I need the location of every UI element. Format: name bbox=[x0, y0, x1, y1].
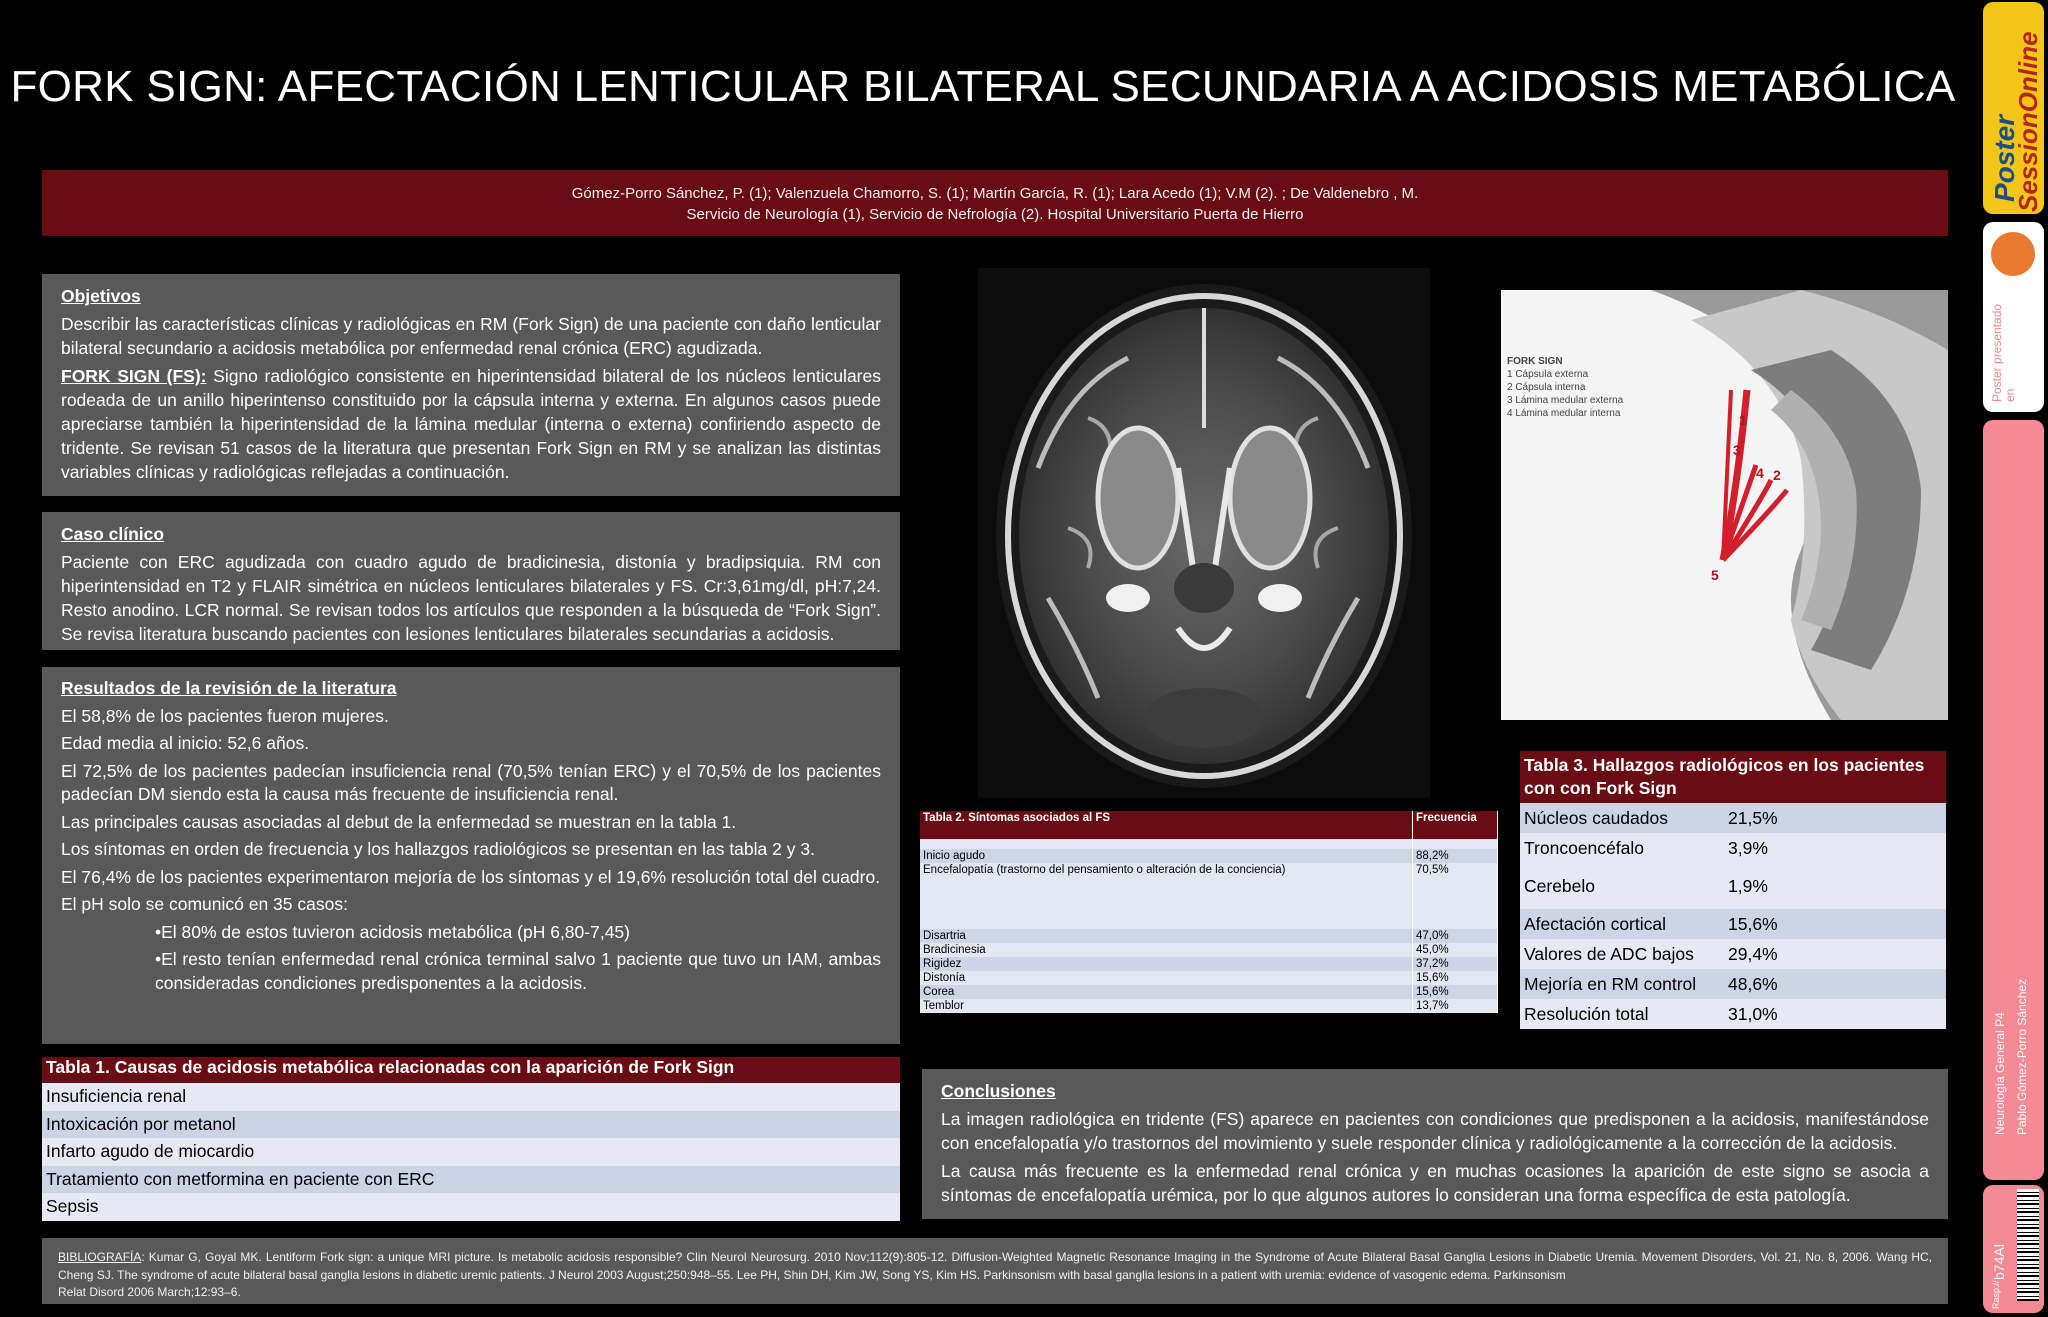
author-affiliation: Servicio de Neurología (1), Servicio de Nefrología (2). Hospital Universitario Puerta de Hierro bbox=[686, 206, 1304, 223]
diagram-legend-item: 4 Lámina medular interna bbox=[1507, 408, 1621, 419]
table-row: Insuficiencia renal bbox=[42, 1083, 900, 1111]
resultados-box bbox=[42, 667, 900, 1044]
presented-text: Poster presentado en bbox=[1990, 303, 2017, 402]
bibliografia-box bbox=[42, 1238, 1948, 1304]
sidebar-author: Pablo Gómez-Porro Sánchez bbox=[2015, 978, 2029, 1135]
resultado-item: Las principales causas asociadas al debut de la enfermedad se muestran en la tabla 1. bbox=[61, 811, 737, 832]
diagram-heading: FORK SIGN bbox=[1507, 356, 1563, 367]
society-logo-icon bbox=[1991, 232, 2035, 276]
finding-cell: Mejoría en RM control bbox=[1520, 969, 1724, 999]
brand-poster: Poster bbox=[1989, 114, 2020, 202]
table-row bbox=[1520, 833, 1946, 863]
resultado-item: El 72,5% de los pacientes padecían insuficiencia renal (70,5% tenían ERC) y el 70,5% de los pacientes padecían DM siendo esta la causa más frecuente de insuficiencia renal. bbox=[61, 760, 881, 804]
table-row: Tratamiento con metformina en paciente con ERC bbox=[42, 1166, 900, 1194]
frequency-cell: 15,6% bbox=[1413, 971, 1498, 985]
forksign-diagram bbox=[1501, 290, 1948, 720]
diagram-label-3: 3 bbox=[1733, 442, 1741, 458]
caso-text: Paciente con ERC agudizada con cuadro agudo de bradicinesia, distonía y bradipsiquia. RM con hiperintensidad en T2 y FLAIR simétrica en núcleos lenticulares bilaterales y FS. Cr:3,61mg/dl, pH:7,24. Resto anodino. LCR normal. Se revisan todos los artículos que responden a la búsqueda de “Fork Sign”. Se revisa literatura buscando pacientes con lesiones lenticulares bilaterales secundarias a acidosis. bbox=[61, 552, 881, 644]
table-row bbox=[1520, 803, 1946, 833]
finding-cell: Afectación cortical bbox=[1520, 909, 1724, 939]
forksign-text: Signo radiológico consistente en hiperintensidad bilateral de los núcleos lenticulares rodeada de un anillo hiperintenso constituido por la cápsula interna y externa. En algunos casos puede apreciarse también la hiperintensidad de la lámina medular (interna o externa) confiriendo aspecto de tridente. Se revisan 51 casos de la literatura que presentan Fork Sign en RM y se analizan las distintas variables clínicas y radiológicas reflejadas a continuación. bbox=[61, 366, 881, 482]
resultado-item: Edad media al inicio: 52,6 años. bbox=[61, 733, 310, 753]
table-row bbox=[920, 999, 1498, 1013]
table-row bbox=[920, 971, 1498, 985]
tabla1-title: Tabla 1. Causas de acidosis metabólica relacionadas con la aparición de Fork Sign bbox=[42, 1057, 900, 1083]
bibliografia-label: BIBLIOGRAFÍA bbox=[58, 1250, 142, 1264]
table-row bbox=[1520, 999, 1946, 1029]
frequency-cell: 70,5% bbox=[1413, 863, 1498, 929]
poster-session-logo[interactable] bbox=[1983, 2, 2044, 214]
table-row: Intoxicación por metanol bbox=[42, 1111, 900, 1139]
table-row bbox=[920, 985, 1498, 999]
objetivos-box bbox=[42, 274, 900, 496]
conclusiones-text: La imagen radiológica en tridente (FS) aparece en pacientes con condiciones que predisponen a la acidosis, manifestándose con encefalopatía y/o trastornos del movimiento y suele responder clínica y radiológicamente a la corrección de la acidosis. bbox=[941, 1109, 1929, 1153]
finding-cell: Troncoencéfalo bbox=[1520, 833, 1724, 863]
finding-cell: Cerebelo bbox=[1520, 863, 1724, 909]
resultado-subitem: •El 80% de estos tuvieron acidosis metabólica (pH 6,80-7,45) bbox=[155, 921, 630, 942]
forksign-label: FORK SIGN (FS): bbox=[61, 366, 207, 386]
objetivos-text: Describir las características clínicas y radiológicas en RM (Fork Sign) de una paciente con daño lenticular bilateral secundario a acidosis metabólica por enfermedad renal crónica (ERC) agudizada. bbox=[61, 314, 881, 358]
diagram-legend-item: 1 Cápsula externa bbox=[1507, 369, 1589, 380]
conclusiones-heading: Conclusiones bbox=[941, 1081, 1056, 1101]
sidebar-code: b74Al bbox=[1991, 1244, 2007, 1280]
value-cell: 15,6% bbox=[1724, 909, 1946, 939]
table-row bbox=[920, 929, 1498, 943]
bibliografia-refs: : Kumar G, Goyal MK. Lentiform Fork sign: a unique MRI picture. Is metabolic acidosis responsible? Clin Neurol Neurosurg. 2010 Nov;112(9):805-12. Diffusion-Weighted Magnetic Resonance Imaging in the Syndrome of Acute Bilateral Basal Ganglia Lesions in Diabetic Uremia. Movement Disorders, Vol. 21, No. 8, 2006. Wang HC, Cheng SJ. The syndrome of acute bilateral basal ganglia lesions in diabetic uremic patients. J Neurol 2003 August;250:948–55. Lee PH, Shin DH, Kim JW, Song YS, Kim HS. Parkinsonism with basal ganglia lesions in a patient with uremia: evidence of vasogenic edema. Parkinsonism bbox=[58, 1250, 1932, 1282]
tabla1 bbox=[42, 1057, 900, 1221]
diagram-label-1: 1 bbox=[1739, 412, 1747, 428]
brand-session: SessionOnline bbox=[2013, 31, 2043, 212]
symptom-cell: Encefalopatía (trastorno del pensamiento o alteración de la conciencia) bbox=[920, 863, 1413, 929]
frequency-cell: 15,6% bbox=[1413, 985, 1498, 999]
symptom-cell: Corea bbox=[920, 985, 1413, 999]
objetivos-heading: Objetivos bbox=[61, 286, 141, 306]
symptom-cell: Inicio agudo bbox=[920, 849, 1413, 863]
forksign-definition bbox=[61, 364, 881, 484]
poster-title: FORK SIGN: AFECTACIÓN LENTICULAR BILATERAL SECUNDARIA A ACIDOSIS METABÓLICA bbox=[10, 62, 1956, 111]
author-names: Gómez-Porro Sánchez, P. (1); Valenzuela Chamorro, S. (1); Martín García, R. (1); Lara Acedo (1); V.M (2). ; De Valdenebro , M. bbox=[571, 185, 1419, 202]
diagram-label-2: 2 bbox=[1773, 467, 1781, 483]
sidebar-category: Neurología General P4 bbox=[1993, 1012, 2007, 1135]
finding-cell: Núcleos caudados bbox=[1520, 803, 1724, 833]
sidebar-info-panel bbox=[1983, 420, 2044, 1180]
authors-banner bbox=[42, 170, 1948, 236]
diagram-label-4: 4 bbox=[1756, 465, 1764, 481]
table-row: Infarto agudo de miocardio bbox=[42, 1138, 900, 1166]
diagram-label-5: 5 bbox=[1711, 567, 1719, 583]
finding-cell: Valores de ADC bajos bbox=[1520, 939, 1724, 969]
bibliografia-text bbox=[58, 1249, 1932, 1284]
tabla2-header bbox=[920, 811, 1498, 839]
tabla2-col2: Frecuencia bbox=[1413, 811, 1498, 839]
sidebar-code-panel bbox=[1983, 1185, 2044, 1313]
table-row bbox=[1520, 909, 1946, 939]
resultado-item: El 58,8% de los pacientes fueron mujeres. bbox=[61, 705, 389, 726]
resultado-subitem: •El resto tenían enfermedad renal crónica terminal salvo 1 paciente que tuvo un IAM, ambas consideradas condiciones predisponentes a la acidosis. bbox=[155, 949, 881, 993]
frequency-cell: 47,0% bbox=[1413, 929, 1498, 943]
diagram-legend-item: 3 Lámina medular externa bbox=[1507, 395, 1624, 406]
value-cell: 48,6% bbox=[1724, 969, 1946, 999]
caso-box bbox=[42, 512, 900, 650]
conclusiones-text: La causa más frecuente es la enfermedad renal crónica y en muchas ocasiones la aparición de este signo se asocia a síntomas de encefalopatía urémica, por lo que algunos autores lo consideran una forma específica de esta patología. bbox=[941, 1161, 1929, 1205]
frequency-cell: 37,2% bbox=[1413, 957, 1498, 971]
mri-image bbox=[978, 268, 1430, 798]
symptom-cell: Bradicinesia bbox=[920, 943, 1413, 957]
table-row: Sepsis bbox=[42, 1193, 900, 1221]
barcode-icon bbox=[2017, 1189, 2039, 1301]
table-row bbox=[920, 957, 1498, 971]
table-row bbox=[1520, 863, 1946, 909]
symptom-cell: Temblor bbox=[920, 999, 1413, 1013]
value-cell: 3,9% bbox=[1724, 833, 1946, 863]
sidebar-footer: Rasp:// bbox=[1991, 1280, 2001, 1309]
diagram-legend-item: 2 Cápsula interna bbox=[1507, 382, 1586, 393]
tabla2 bbox=[920, 811, 1498, 1013]
resultado-item: El pH solo se comunicó en 35 casos: bbox=[61, 894, 348, 914]
society-logo-panel bbox=[1983, 222, 2044, 412]
tabla3-title: Tabla 3. Hallazgos radiológicos en los pacientes con con Fork Sign bbox=[1520, 751, 1946, 803]
conclusiones-box bbox=[922, 1069, 1948, 1219]
tabla3 bbox=[1520, 751, 1946, 1029]
frequency-cell: 45,0% bbox=[1413, 943, 1498, 957]
mri-brain-drawing bbox=[978, 268, 1430, 798]
tabla1-rows bbox=[42, 1083, 900, 1221]
value-cell: 31,0% bbox=[1724, 999, 1946, 1029]
diagram-drawing bbox=[1501, 290, 1948, 720]
table-row bbox=[920, 849, 1498, 863]
resultados-heading: Resultados de la revisión de la literatura bbox=[61, 678, 397, 698]
value-cell: 21,5% bbox=[1724, 803, 1946, 833]
table-row bbox=[920, 863, 1498, 929]
symptom-cell: Distonía bbox=[920, 971, 1413, 985]
value-cell: 29,4% bbox=[1724, 939, 1946, 969]
table-row bbox=[1520, 939, 1946, 969]
caso-heading: Caso clínico bbox=[61, 524, 165, 544]
resultado-item: Los síntomas en orden de frecuencia y los hallazgos radiológicos se presentan en las tabla 2 y 3. bbox=[61, 839, 815, 859]
symptom-cell: Disartria bbox=[920, 929, 1413, 943]
finding-cell: Resolución total bbox=[1520, 999, 1724, 1029]
tabla2-col1: Tabla 2. Síntomas asociados al FS bbox=[920, 811, 1413, 839]
frequency-cell: 88,2% bbox=[1413, 849, 1498, 863]
symptom-cell: Rigidez bbox=[920, 957, 1413, 971]
table-row bbox=[1520, 969, 1946, 999]
resultado-item: El 76,4% de los pacientes experimentaron mejoría de los síntomas y el 19,6% resolución total del cuadro. bbox=[61, 866, 881, 887]
table-row bbox=[920, 943, 1498, 957]
bibliografia-text2: Relat Disord 2006 March;12:93–6. bbox=[58, 1285, 241, 1299]
frequency-cell: 13,7% bbox=[1413, 999, 1498, 1013]
value-cell: 1,9% bbox=[1724, 863, 1946, 909]
